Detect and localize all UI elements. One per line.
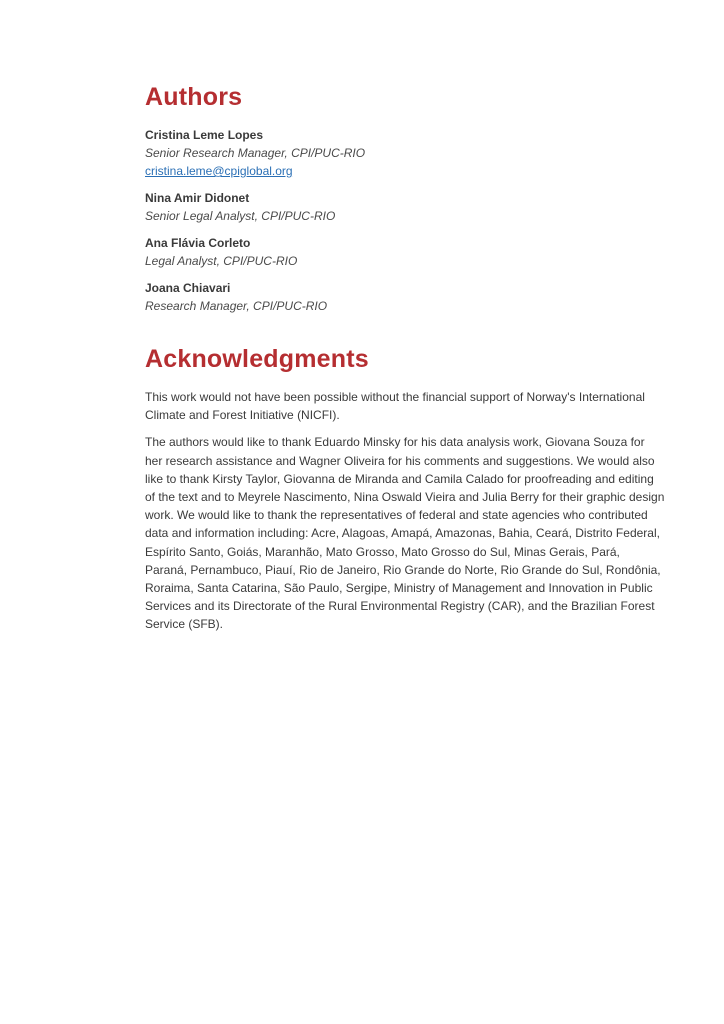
author-name: Cristina Leme Lopes (145, 128, 264, 142)
document-page (145, 78, 665, 643)
authors-list (145, 126, 665, 315)
acknowledgments-heading: Acknowledgments (145, 345, 369, 373)
author-role: Legal Analyst, CPI/PUC-RIO (145, 254, 298, 268)
author-role: Senior Legal Analyst, CPI/PUC-RIO (145, 209, 336, 223)
authors-heading: Authors (145, 83, 243, 111)
acknowledgments-paragraph: The authors would like to thank Eduardo Minsky for his data analysis work, Giovana Souza for her research assistance and Wagner Oliveira for his comments and suggestions. We would also like to thank Kirsty Taylor, Giovanna de Miranda and Camila Calado for proofreading and editing of the text and to Meyrele Nascimento, Nina Oswald Vieira and Julia Berry for their graphic design work. We would like to thank the representatives of federal and state agencies who contributed data and information including: Acre, Alagoas, Amapá, Amazonas, Bahia, Ceará, Distrito Federal, Espírito Santo, Goiás, Maranhão, Mato Grosso, Mato Grosso do Sul, Minas Gerais, Pará, Paraná, Pernambuco, Piauí, Rio de Janeiro, Rio Grande do Norte, Rio Grande do Sul, Rondônia, Roraima, Santa Catarina, São Paulo, Sergipe, Ministry of Management and Innovation in Public Services and its Directorate of the Rural Environmental Registry (CAR), and the Brazilian Forest Service (SFB). (145, 435, 665, 632)
author-entry (145, 126, 665, 180)
author-role: Research Manager, CPI/PUC-RIO (145, 299, 328, 313)
author-name: Ana Flávia Corleto (145, 236, 251, 250)
author-entry (145, 279, 665, 315)
author-entry (145, 234, 665, 270)
author-name: Nina Amir Didonet (145, 191, 250, 205)
author-email-link[interactable]: cristina.leme@cpiglobal.org (145, 164, 293, 178)
author-entry (145, 189, 665, 225)
author-role: Senior Research Manager, CPI/PUC-RIO (145, 146, 366, 160)
author-name: Joana Chiavari (145, 281, 231, 295)
acknowledgments-paragraph: This work would not have been possible without the financial support of Norway's International Climate and Forest Initiative (NICFI). (145, 390, 645, 423)
